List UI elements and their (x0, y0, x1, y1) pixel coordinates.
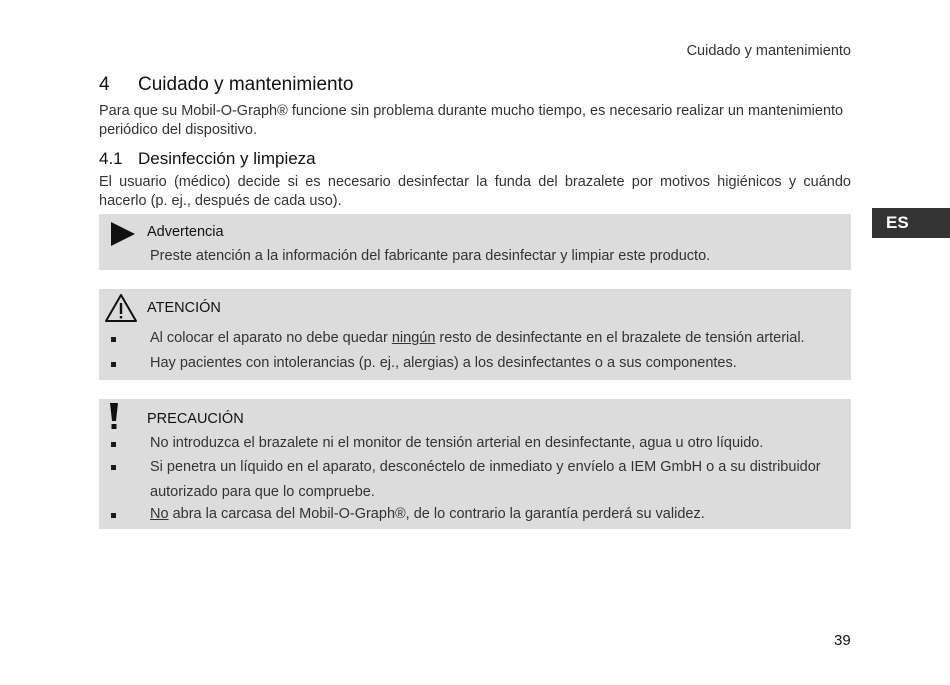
warning-title: Advertencia (147, 224, 224, 240)
warning-text: Preste atención a la información del fabricante para desinfectar y limpiar este producto. (150, 248, 711, 264)
list-item: No abra la carcasa del Mobil-O-Graph®, de lo contrario la garantía perderá su validez. (99, 506, 851, 522)
running-header: Cuidado y mantenimiento (686, 43, 851, 59)
list-item: Si penetra un líquido en el aparato, desconéctelo de inmediato y envíelo a IEM GmbH o a su distribuidor autorizado para que lo compruebe. (99, 455, 851, 505)
caution-list (99, 435, 851, 522)
emphasis-text: No (150, 506, 169, 522)
subsection-title: Desinfección y limpieza (138, 149, 316, 168)
subsection-text (99, 173, 851, 211)
caution-box (99, 399, 851, 529)
section-intro (99, 102, 851, 140)
page-number: 39 (834, 632, 851, 649)
section-title: Cuidado y mantenimiento (138, 74, 354, 95)
list-item: No introduzca el brazalete ni el monitor de tensión arterial en desinfectante, agua u otro líquido. (99, 435, 851, 458)
attention-list (99, 330, 851, 371)
intro-line: periódico del dispositivo. (99, 122, 257, 138)
bullet-icon (111, 337, 116, 342)
section-number: 4 (99, 74, 110, 95)
subsection-heading (99, 149, 316, 169)
bullet-icon (111, 513, 116, 518)
subsection-line: El usuario (médico) decide si es necesario desinfectar la funda del brazalete por motivos higiénicos y cuándo (99, 174, 851, 190)
play-arrow-icon (110, 221, 136, 247)
bullet-icon (111, 442, 116, 447)
language-tab: ES (872, 208, 950, 238)
warning-box (99, 214, 851, 270)
bullet-icon (111, 465, 116, 470)
bullet-icon (111, 362, 116, 367)
subsection-number: 4.1 (99, 149, 123, 168)
emphasis-text: ningún (391, 330, 436, 346)
attention-box (99, 289, 851, 380)
exclamation-icon (109, 403, 119, 429)
caution-title: PRECAUCIÓN (147, 411, 244, 427)
intro-line: Para que su Mobil-O-Graph® funcione sin problema durante mucho tiempo, es necesario realizar un mantenimiento (99, 103, 844, 119)
section-heading (99, 74, 353, 96)
attention-title: ATENCIÓN (147, 300, 221, 316)
list-item: Al colocar el aparato no debe quedar ningún resto de desinfectante en el brazalete de tensión arterial. (99, 330, 851, 355)
subsection-line: hacerlo (p. ej., después de cada uso). (99, 193, 342, 209)
warning-triangle-icon (104, 293, 138, 323)
list-item: Hay pacientes con intolerancias (p. ej., alergias) a los desinfectantes o a sus componentes. (99, 355, 851, 371)
